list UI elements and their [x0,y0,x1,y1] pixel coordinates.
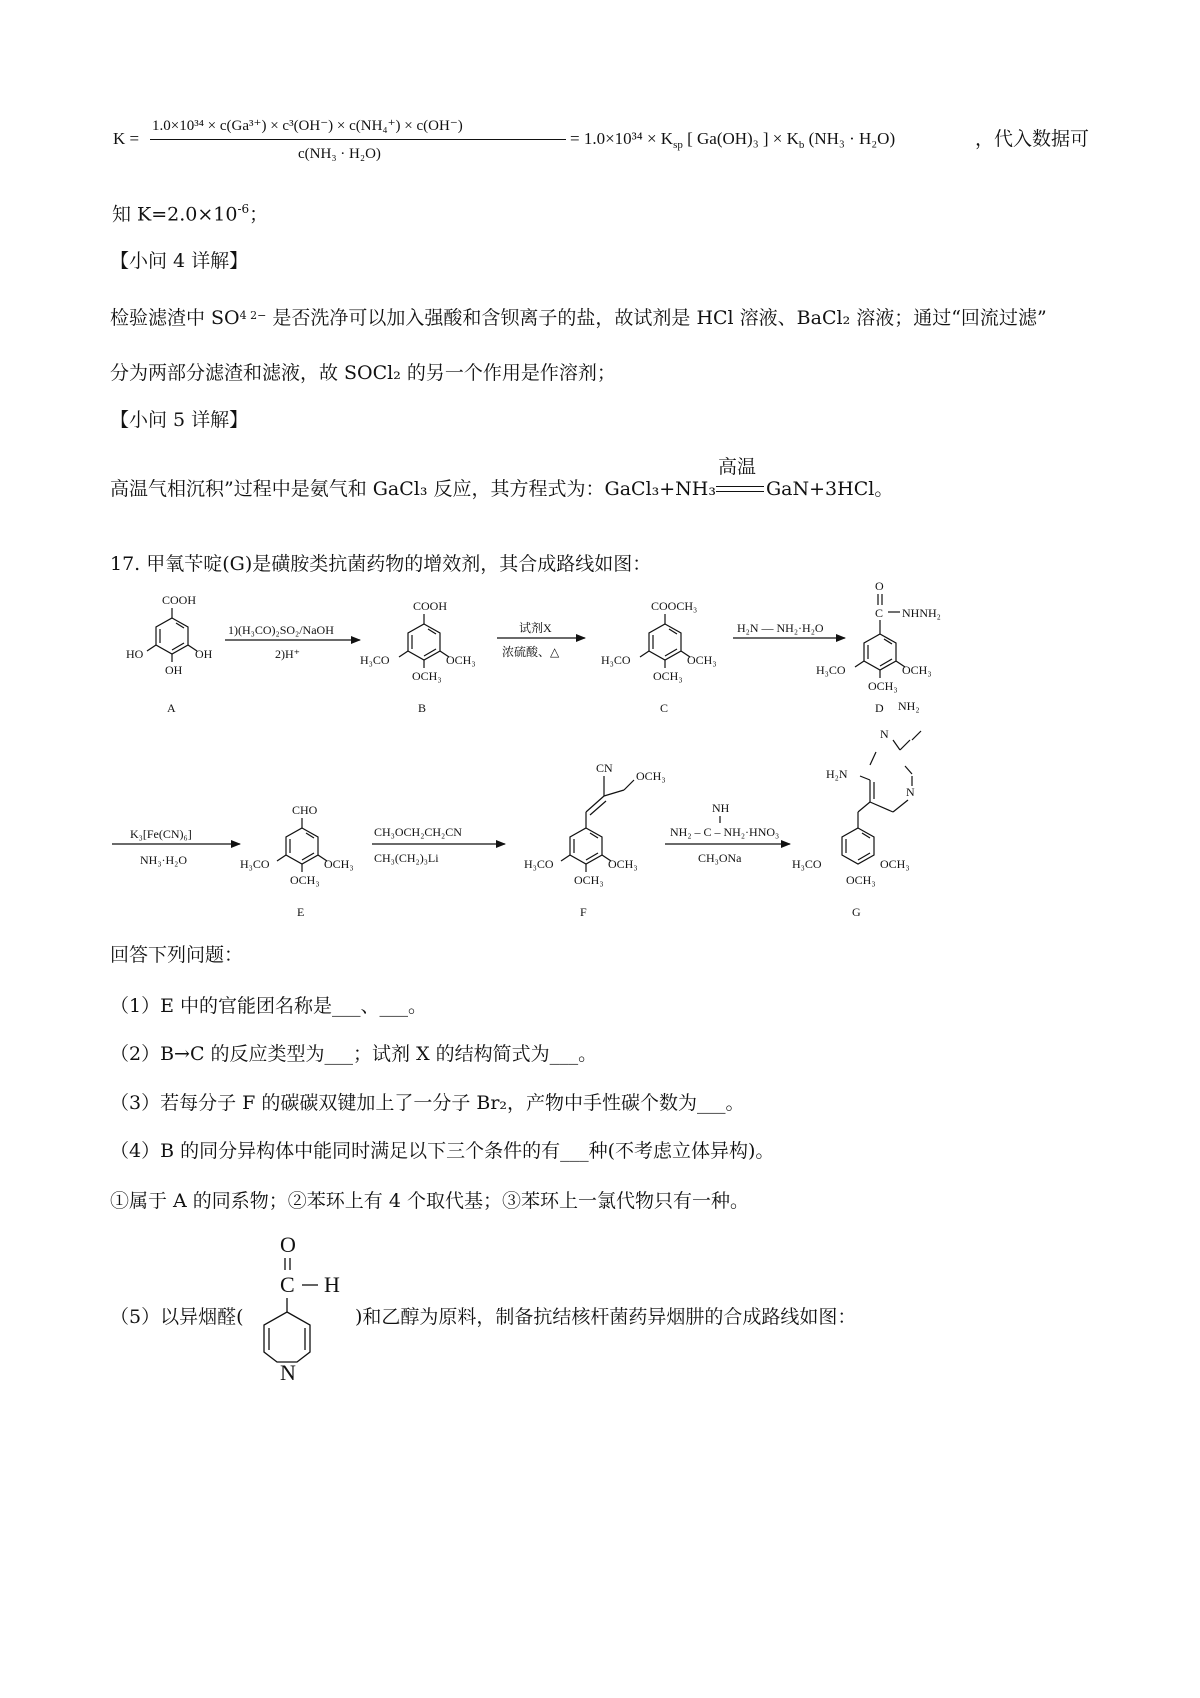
q4-post: 是否洗净可以加入强酸和含钡离子的盐，故试剂是 HCl 溶液、BaCl₂ 溶液；通过“回流过滤” [266,307,1047,329]
compound-c [601,599,717,715]
f-h3co: H₃CO [524,857,554,871]
rhs-prefix: = 1.0×10³⁴ × K [570,129,674,148]
a-oh-right: OH [195,647,213,661]
question-2: （2）B→C 的反应类型为___；试剂 X 的结构简式为___。 [110,1043,598,1065]
a-ho: HO [126,647,144,661]
compound-f [524,761,666,919]
sulfate-charge: 4 2− [239,309,267,322]
equation-rhs [570,129,895,151]
question-5-pre: （5）以异烟醛( [110,1306,244,1328]
iso-o: O [280,1232,296,1257]
k-label: K = [113,129,140,148]
g-nh2: NH₂ [898,699,920,713]
question-4: （4）B 的同分异构体中能同时满足以下三个条件的有___种(不考虑立体异构)。 [110,1140,775,1162]
reagent-e-f-1: CH₃OCH₂CH₂CN [374,825,462,839]
synthesis-scheme [0,580,1200,920]
label-d: D [875,701,884,715]
b-och3-right: OCH₃ [446,653,476,667]
c-och3-bottom: OCH₃ [653,669,683,683]
q5-pre: 高温气相沉积”过程中是氨气和 GaCl₃ 反应，其方程式为：GaCl₃+NH₃ [110,478,716,500]
compound-a [126,593,213,715]
b-h3co: H₃CO [360,653,390,667]
label-g: G [852,905,861,919]
d-och3-right: OCH₃ [902,663,932,677]
e-och3-bottom: OCH₃ [290,873,320,887]
compound-b [360,599,476,715]
e-och3-right: OCH₃ [324,857,354,871]
question-1: （1）E 中的官能团名称是___、___。 [110,995,427,1017]
c-cooch3: COOCH₃ [651,599,698,613]
label-e: E [297,905,305,919]
label-b: B [418,701,427,715]
q5-post: GaN+3HCl。 [766,478,894,500]
g-h3co: H₃CO [792,857,822,871]
d-nhnh2: NHNH₂ [902,606,941,620]
ksp-subscript: sp [673,139,683,151]
reagent-b-c-1: 试剂X [519,621,552,635]
d-o: O [875,580,884,593]
heading-q5: 【小问 5 详解】 [110,409,249,431]
c-h3co: H₃CO [601,653,631,667]
iso-h: H [324,1272,340,1297]
b-cooh: COOH [413,599,448,613]
q5-answer-line [110,456,894,501]
reagent-f-g-nh: NH [712,801,730,815]
kb-subscript: b [798,139,805,151]
reagent-a-b-2: 2)H⁺ [275,647,300,661]
k-value-end: ； [249,203,269,226]
heading-q4: 【小问 4 详解】 [110,250,249,272]
fraction-denominator: c(NH₃ · H₂O) [298,146,381,162]
k-value-exponent: -6 [237,202,250,216]
b-och3-bottom: OCH₃ [412,669,442,683]
q4-pre: 检验滤渣中 SO [110,307,240,329]
iso-n: N [280,1360,296,1385]
reagent-f-g-2: CH₃ONa [698,851,742,865]
reagent-d-e-2: NH₃·H₂O [140,853,188,867]
q4-answer-line1 [110,307,1047,330]
fraction-bar [150,139,566,140]
condition-high-temp: 高温 [718,456,757,478]
double-line [716,486,764,492]
g-och3-right: OCH₃ [880,857,910,871]
question-3: （3）若每分子 F 的碳碳双键加上了一分子 Br₂，产物中手性碳个数为___。 [110,1092,745,1114]
k-value-line [112,202,268,226]
k-value-text: 知 K=2.0×10 [112,203,238,226]
g-h2n: H₂N [826,767,848,781]
g-n-top: N [880,727,889,741]
times-kb: × K [772,129,799,148]
reagent-a-b-1: 1)(H₃CO)₂SO₂/NaOH [228,623,334,637]
reagent-f-g-1: NH₂ – C – NH₂·HNO₃ [670,825,780,839]
nh3h2o: (NH₃ · H₂O) [808,129,896,148]
question-4-conditions: ①属于 A 的同系物；②苯环上有 4 个取代基；③苯环上一氯代物只有一种。 [110,1190,749,1212]
fraction-numerator: 1.0×10³⁴ × c(Ga³⁺) × c³(OH⁻) × c(NH₄⁺) × c(OH⁻) [152,118,463,134]
label-f: F [580,905,587,919]
f-och3-chain: OCH₃ [636,769,666,783]
iso-c: C [280,1272,295,1297]
a-cooh: COOH [162,593,197,607]
compound-d [816,580,941,715]
equation-tail: ，代入数据可 [975,128,1090,150]
reagent-d-e-1: K₃[Fe(CN)₆] [130,827,192,841]
d-h3co: H₃CO [816,663,846,677]
d-och3-bottom: OCH₃ [868,679,898,693]
f-cn: CN [596,761,613,775]
g-n-right: N [906,785,915,799]
label-c: C [660,701,669,715]
isonicotinaldehyde-structure [250,1230,370,1390]
reagent-b-c-2: 浓硫酸、△ [502,645,560,659]
f-och3-right: OCH₃ [608,857,638,871]
g-och3-bottom: OCH₃ [846,873,876,887]
equal-sign-with-condition [716,456,766,500]
f-och3-bottom: OCH₃ [574,873,604,887]
e-cho: CHO [292,803,318,817]
a-oh-bottom: OH [165,663,183,677]
questions-intro: 回答下列问题： [110,944,244,966]
label-a: A [167,701,176,715]
question-5-post: )和乙醇为原料，制备抗结核杆菌药异烟肼的合成路线如图： [355,1306,857,1328]
d-c: C [875,606,884,620]
gaoh3: [ Ga(OH)₃ ] [687,129,769,148]
reagent-e-f-2: CH₃(CH₂)₃Li [374,851,439,865]
e-h3co: H₃CO [240,857,270,871]
question-17-title: 17. 甲氧苄啶(G)是磺胺类抗菌药物的增效剂，其合成路线如图： [110,553,652,575]
c-och3-right: OCH₃ [687,653,717,667]
compound-e [240,803,354,919]
q4-answer-line2: 分为两部分滤渣和滤液，故 SOCl₂ 的另一个作用是作溶剂； [110,362,616,384]
compound-g [792,699,921,919]
reagent-c-d: H₂N — NH₂·H₂O [737,621,824,635]
